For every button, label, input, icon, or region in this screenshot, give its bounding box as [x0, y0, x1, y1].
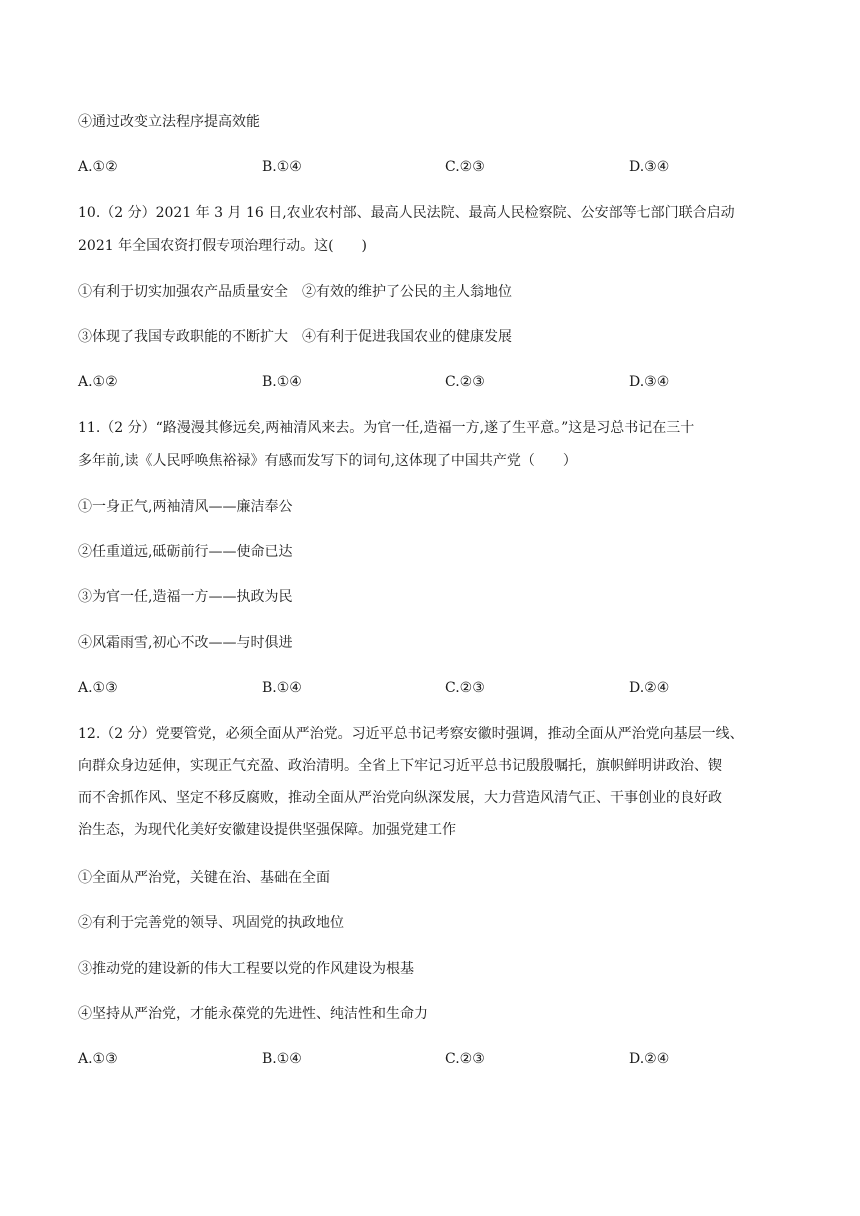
q10-option-b[interactable]: B.①④ — [262, 374, 302, 390]
q11-options — [78, 678, 778, 698]
q12-stem-line-1: 12.（2 分）党要管党，必须全面从严治党。习近平总书记考察安徽时强调，推动全面从严治党向基层一线、 — [78, 726, 744, 742]
q12-option-c[interactable]: C.②③ — [445, 1051, 485, 1067]
q10-options — [78, 372, 778, 392]
q11-item-1: ①一身正气,两袖清风——廉洁奉公 — [78, 499, 293, 515]
q12-options — [78, 1049, 778, 1069]
q9-option-a[interactable]: A.①② — [78, 159, 118, 175]
q10-stem-line-2: 2021 年全国农资打假专项治理行动。这( ) — [78, 238, 368, 254]
q9-option-b[interactable]: B.①④ — [262, 159, 302, 175]
q11-item-2: ②任重道远,砥砺前行——使命已达 — [78, 544, 293, 560]
q12-stem-line-3: 而不舍抓作风、坚定不移反腐败，推动全面从严治党向纵深发展，大力营造风清气正、干事创业的良好政 — [78, 790, 722, 806]
q11-item-3: ③为官一任,造福一方——执政为民 — [78, 589, 293, 605]
q10-items-row-1: ①有利于切实加强农产品质量安全 ②有效的维护了公民的主人翁地位 — [78, 284, 512, 300]
q11-option-b[interactable]: B.①④ — [262, 680, 302, 696]
q12-item-4: ④坚持从严治党，才能永葆党的先进性、纯洁性和生命力 — [78, 1006, 428, 1022]
q10-option-d[interactable]: D.③④ — [629, 374, 670, 390]
q12-option-d[interactable]: D.②④ — [629, 1051, 670, 1067]
q9-option-c[interactable]: C.②③ — [445, 159, 485, 175]
q10-stem-line-1: 10.（2 分）2021 年 3 月 16 日,农业农村部、最高人民法院、最高人民检察院、公安部等七部门联合启动 — [78, 205, 735, 221]
q12-stem-line-4: 治生态，为现代化美好安徽建设提供坚强保障。加强党建工作 — [78, 822, 456, 838]
q12-stem-line-2: 向群众身边延伸，实现正气充盈、政治清明。全省上下牢记习近平总书记殷殷嘱托，旗帜鲜明讲政治、锲 — [78, 758, 722, 774]
q9-options — [78, 157, 778, 177]
q11-item-4: ④风霜雨雪,初心不改——与时俱进 — [78, 635, 293, 651]
q9-item-4: ④通过改变立法程序提高效能 — [78, 114, 260, 130]
q11-option-a[interactable]: A.①③ — [78, 680, 118, 696]
q10-items-row-2: ③体现了我国专政职能的不断扩大 ④有利于促进我国农业的健康发展 — [78, 329, 512, 345]
q12-option-a[interactable]: A.①③ — [78, 1051, 118, 1067]
q11-stem-line-1: 11.（2 分）“路漫漫其修远矣,两袖清风来去。为官一任,造福一方,遂了生平意。”这是习总书记在三十 — [78, 420, 695, 436]
q11-option-d[interactable]: D.②④ — [629, 680, 670, 696]
q10-option-a[interactable]: A.①② — [78, 374, 118, 390]
q11-option-c[interactable]: C.②③ — [445, 680, 485, 696]
q11-stem-line-2: 多年前,读《人民呼唤焦裕禄》有感而发写下的词句,这体现了中国共产党（ ） — [78, 453, 577, 469]
q12-item-2: ②有利于完善党的领导、巩固党的执政地位 — [78, 915, 344, 931]
q10-option-c[interactable]: C.②③ — [445, 374, 485, 390]
q12-option-b[interactable]: B.①④ — [262, 1051, 302, 1067]
q12-item-1: ①全面从严治党，关键在治、基础在全面 — [78, 870, 330, 886]
q12-item-3: ③推动党的建设新的伟大工程要以党的作风建设为根基 — [78, 961, 414, 977]
q9-option-d[interactable]: D.③④ — [629, 159, 670, 175]
